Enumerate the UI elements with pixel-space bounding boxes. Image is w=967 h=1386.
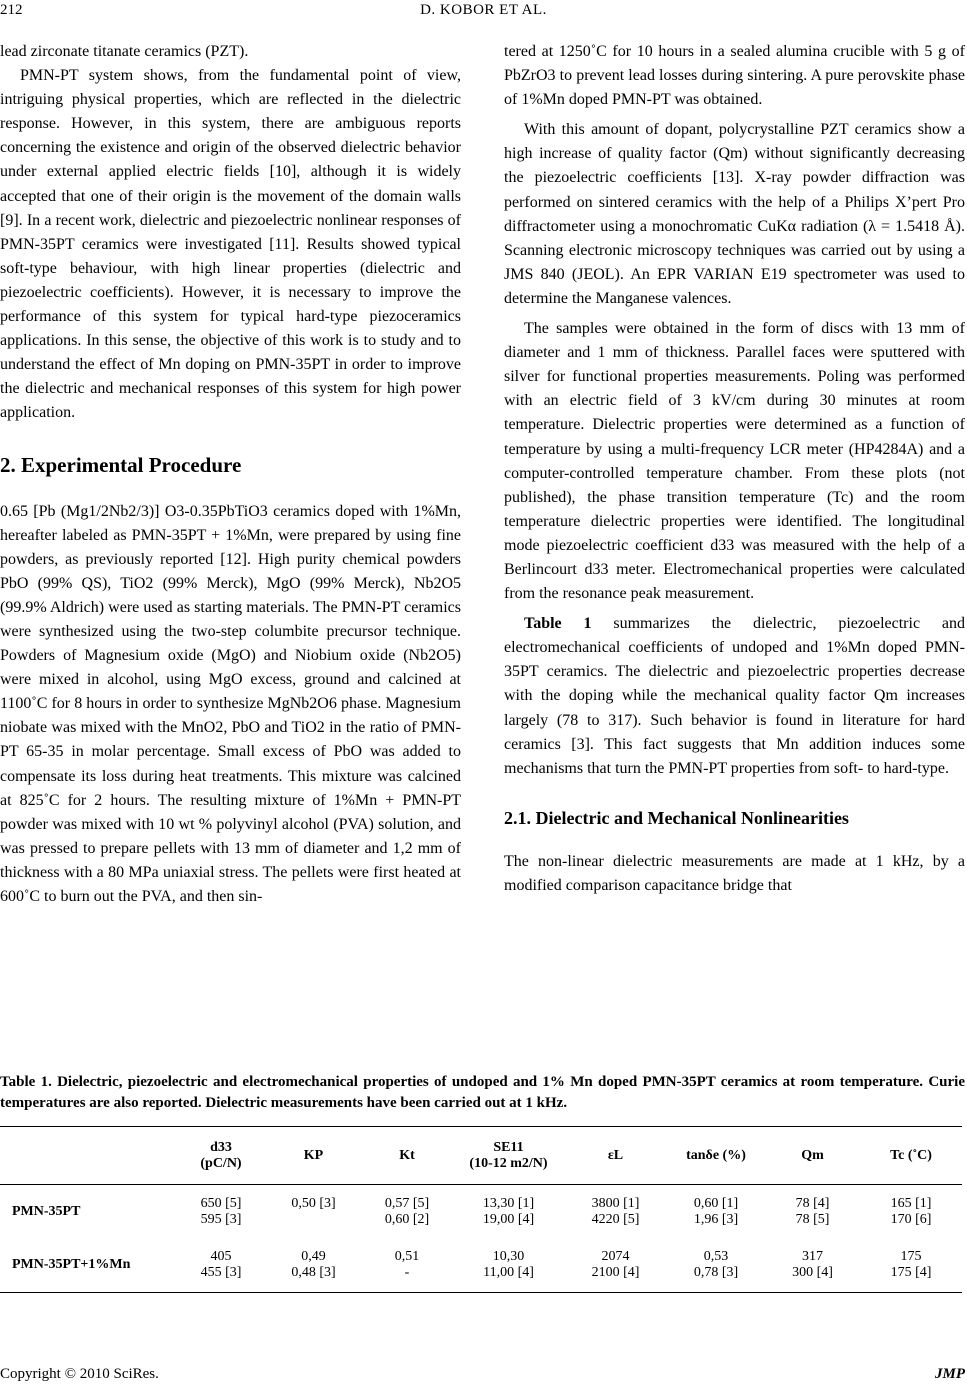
header-s11: SE11 (10-12 m2/N) bbox=[453, 1127, 564, 1185]
cell-qm: 317 300 [4] bbox=[765, 1239, 860, 1293]
cell-d33: 405 455 [3] bbox=[176, 1239, 266, 1293]
row-label: PMN-35PT+1%Mn bbox=[0, 1239, 176, 1293]
table-row bbox=[0, 1185, 962, 1239]
cell-tc: 175 175 [4] bbox=[860, 1239, 962, 1293]
page-header bbox=[0, 2, 967, 24]
paragraph: 0.65 [Pb (Mg1/2Nb2/3)] O3-0.35PbTiO3 ceramics doped with 1%Mn, hereafter labeled as PMN-35PT + 1%Mn, were prepared by using fine powders, as previously reported [12]. High purity chemical powders PbO (99% QS), TiO2 (99% Merck), MgO (99% Merck), Nb2O5 (99.9% Aldrich) were used as starting materials. The PMN-PT ceramics were synthesized using the two-step columbite precursor technique. Powders of Magnesium oxide (MgO) and Niobium oxide (Nb2O5) were mixed in alcohol, using MgO excess, ground and calcined at 1100˚C for 8 hours in order to synthesize MgNb2O6 phase. Magnesium niobate was mixed with the MnO2, PbO and TiO2 in the ratio of PMN-PT 65-35 in molar percentage. Small excess of PbO was added to compensate its loss during heat treatments. This mixture was calcined at 825˚C for 2 hours. The resulting mixture of 1%Mn + PMN-PT powder was mixed with 10 wt % polyvinyl alcohol (PVA) solution, and was pressed to prepare pellets with 13 mm of diameter and 1,2 mm of thickness with a 80 MPa uniaxial stress. The pellets were first heated at 600˚C to burn out the PVA, and then sin- bbox=[0, 502, 461, 905]
paragraph bbox=[504, 612, 965, 781]
header-tan-delta: tanδe (%) bbox=[667, 1127, 765, 1185]
table-caption: Table 1. Dielectric, piezoelectric and electromechanical properties of undoped and 1% Mn doped PMN-35PT ceramics at room temperature. Curie temperatures are also reported. Dielectric measurements have been carried out at 1 kHz. bbox=[0, 1074, 965, 1111]
subsection-heading: 2.1. Dielectric and Mechanical Nonlinearities bbox=[504, 807, 849, 828]
row-label: PMN-35PT bbox=[12, 1203, 81, 1219]
cell-kt: 0,51 - bbox=[361, 1239, 453, 1293]
header-qm: Qm bbox=[765, 1127, 860, 1185]
cell-d33: 650 [5] 595 [3] bbox=[200, 1195, 242, 1227]
paragraph: lead zirconate titanate ceramics (PZT). bbox=[0, 43, 249, 60]
cell-tan-delta: 0,53 0,78 [3] bbox=[667, 1239, 765, 1293]
copyright-text: Copyright © 2010 SciRes. bbox=[0, 1366, 159, 1382]
header-kt: Kt bbox=[361, 1127, 453, 1185]
paragraph: The non-linear dielectric measurements are made at 1 kHz, by a modified comparison capacitance bridge that bbox=[504, 852, 965, 894]
header-tc: Tc (˚C) bbox=[860, 1127, 962, 1185]
header-empty bbox=[0, 1127, 176, 1185]
cell-kt: 0,57 [5] 0,60 [2] bbox=[384, 1195, 430, 1227]
journal-abbrev: JMP bbox=[935, 1366, 965, 1382]
section-heading: 2. Experimental Procedure bbox=[0, 452, 242, 477]
cell-s11: 13,30 [1] 19,00 [4] bbox=[482, 1195, 535, 1227]
paragraph-text: summarizes the dielectric, piezoelectric and electromechanical coefficients of undoped and 1%Mn doped PMN-35PT ceramics. The dielectric and piezoelectric properties decrease with the doping while the mechanical quality factor Qm increases largely (78 to 317). Such behavior is found in literature for hard ceramics [3]. This fact suggests that Mn addition induces some mechanisms that turn the PMN-PT properties from soft- to hard-type. bbox=[504, 615, 965, 777]
paragraph: PMN-PT system shows, from the fundamental point of view, intriguing physical properties, which are reflected in the dielectric response. However, in this system, there are ambiguous reports concerning the existence and origin of the observed dielectric behavior under external applied electric fields [10], although it is widely accepted that one of their origin is the movement of the domain walls [9]. In a recent work, dielectric and piezoelectric nonlinear responses of PMN-35PT ceramics were investigated [11]. Results showed typical soft-type behaviour, with high linear properties (dielectric and piezoelectric coefficients). However, it is necessary to improve the performance of this system for typical hard-type piezoceramics applications. In this sense, the objective of this work is to study and to understand the effect of Mn doping on PMN-35PT in order to improve the dielectric and mechanical responses of this system for high power application. bbox=[0, 67, 461, 422]
page-number: 212 bbox=[0, 2, 23, 18]
running-head-authors: D. KOBOR ET AL. bbox=[420, 2, 547, 18]
table-reference: Table 1 bbox=[524, 615, 592, 633]
cell-epsilon: 2074 2100 [4] bbox=[564, 1239, 667, 1293]
cell-kp: 0,50 [3] bbox=[291, 1195, 336, 1211]
cell-s11: 10,30 11,00 [4] bbox=[453, 1239, 564, 1293]
table-header-row bbox=[0, 1127, 962, 1185]
header-d33: d33 (pC/N) bbox=[176, 1127, 266, 1185]
header-epsilon: εL bbox=[564, 1127, 667, 1185]
right-column bbox=[504, 40, 965, 898]
table-row bbox=[0, 1239, 962, 1293]
cell-kp: 0,49 0,48 [3] bbox=[266, 1239, 361, 1293]
left-column bbox=[0, 40, 461, 909]
header-kp: KP bbox=[266, 1127, 361, 1185]
paragraph: With this amount of dopant, polycrystalline PZT ceramics show a high increase of quality factor (Qm) without significantly decreasing the piezoelectric coefficients [13]. X-ray powder diffraction was performed on sintered ceramics with the help of a Philips X’pert Pro diffractometer using a monochromatic CuKα radiation (λ = 1.5418 Å). Scanning electronic microscopy techniques was carried out by using a JMS 840 (JEOL). An EPR VARIAN E19 spectrometer was used to determine the Manganese valences. bbox=[504, 121, 965, 307]
cell-epsilon: 3800 [1] 4220 [5] bbox=[591, 1195, 640, 1227]
paragraph: The samples were obtained in the form of discs with 13 mm of diameter and 1 mm of thickness. Parallel faces were sputtered with silver for functional properties measurements. Poling was performed with an electric field of 3 kV/cm during 30 minutes at room temperature. Dielectric properties were determined as a function of temperature by using a multi-frequency LCR meter (HP4284A) and a computer-controlled temperature chamber. From these plots (not published), the phase transition temperature (Tc) and the room temperature dielectric properties were identified. The longitudinal mode piezoelectric coefficient d33 was measured with the help of a Berlincourt d33 meter. Electromechanical properties were calculated from the resonance peak measurement. bbox=[504, 320, 965, 603]
properties-table bbox=[0, 1126, 962, 1293]
paragraph: tered at 1250˚C for 10 hours in a sealed alumina crucible with 5 g of PbZrO3 to prevent lead losses during sintering. A pure perovskite phase of 1%Mn doped PMN-PT was obtained. bbox=[504, 43, 965, 109]
cell-tc: 165 [1] 170 [6] bbox=[890, 1195, 932, 1227]
cell-tan-delta: 0,60 [1] 1,96 [3] bbox=[693, 1195, 739, 1227]
cell-qm: 78 [4] 78 [5] bbox=[795, 1195, 830, 1227]
